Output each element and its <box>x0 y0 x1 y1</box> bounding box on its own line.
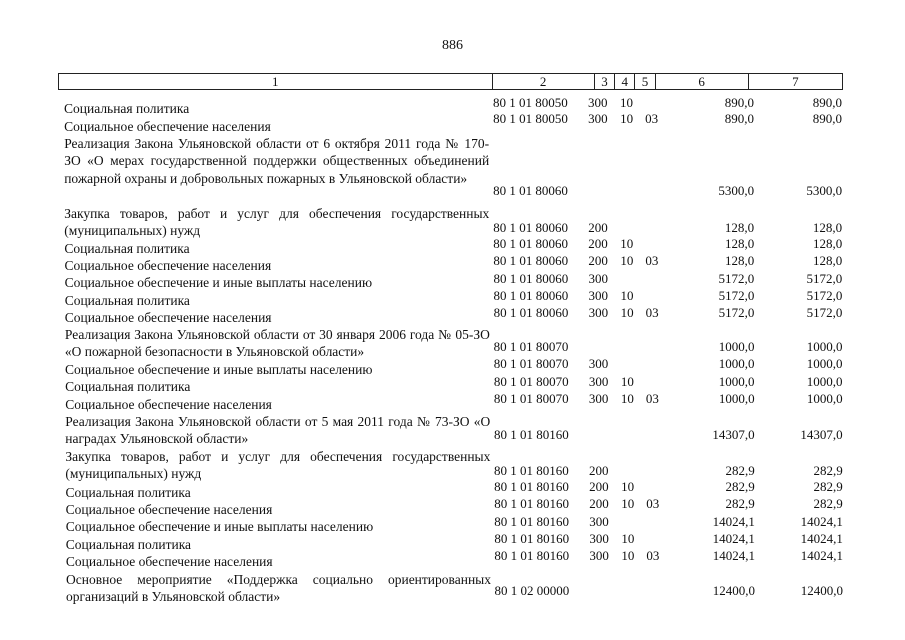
section-code: 10 <box>620 391 634 406</box>
target-article-code: 80 1 01 80160 <box>493 427 569 442</box>
section-code: 10 <box>620 288 634 303</box>
row-description: Социальная политика <box>65 537 192 552</box>
value-col-7: 282,9 <box>813 496 843 511</box>
target-article-code: 80 1 01 80160 <box>494 479 569 494</box>
value-col-6: 890,0 <box>724 111 755 126</box>
col-5-header: 5 <box>635 74 655 90</box>
section-code: 10 <box>621 479 635 494</box>
section-code: 10 <box>620 236 634 251</box>
col-6-header: 6 <box>655 74 748 90</box>
section-code: 10 <box>620 305 634 320</box>
row-description: Социальная политика <box>64 241 190 256</box>
subsection-code: 03 <box>645 253 659 268</box>
row-description: Социальное обеспечение и иные выплаты населению <box>65 519 374 534</box>
row-description: Реализация Закона Ульяновской области от 6 октября 2011 года № 170-ЗО «О мерах государственной поддержки общественных объединений пожарной охраны и добровольных пожарных в Ульяновской области» <box>64 136 490 186</box>
value-col-6: 14024,1 <box>712 531 755 546</box>
row-description: Закупка товаров, работ и услуг для обеспечения государственных (муниципальных) нужд <box>65 449 491 482</box>
value-col-6: 5172,0 <box>718 288 755 303</box>
expense-type-code: 300 <box>588 356 609 371</box>
subsection-code: 03 <box>645 391 659 406</box>
value-col-7: 282,9 <box>813 463 843 478</box>
section-code: 10 <box>620 253 634 268</box>
value-col-6: 5172,0 <box>718 305 755 320</box>
row-description: Социальное обеспечение населения <box>64 258 272 273</box>
value-col-7: 282,9 <box>813 479 843 494</box>
value-col-7: 1000,0 <box>806 339 843 354</box>
value-col-6: 282,9 <box>725 479 755 494</box>
value-col-7: 5172,0 <box>806 288 843 303</box>
expense-type-code: 300 <box>588 95 608 110</box>
row-description: Социальная политика <box>64 101 190 116</box>
target-article-code: 80 1 01 80160 <box>494 463 569 478</box>
subsection-code: 03 <box>645 111 659 126</box>
section-code: 10 <box>621 531 635 546</box>
expense-type-code: 300 <box>589 514 609 529</box>
value-col-6: 128,0 <box>725 253 755 268</box>
target-article-code: 80 1 02 00000 <box>494 583 570 598</box>
row-description: Социальная политика <box>65 379 191 394</box>
section-code: 10 <box>620 95 633 110</box>
expense-type-code: 300 <box>589 531 609 546</box>
value-col-7: 890,0 <box>812 111 843 126</box>
expense-type-code: 300 <box>588 288 609 303</box>
target-article-code: 80 1 01 80060 <box>493 271 569 286</box>
expense-type-code: 300 <box>588 374 609 389</box>
section-code: 10 <box>621 496 635 511</box>
value-col-7: 128,0 <box>812 220 843 235</box>
subsection-code: 03 <box>646 548 660 563</box>
target-article-code: 80 1 01 80060 <box>493 183 568 198</box>
row-description: Основное мероприятие «Поддержка социально ориентированных организаций в Ульяновской области» <box>66 572 491 605</box>
target-article-code: 80 1 01 80050 <box>493 111 568 126</box>
row-description: Социальное обеспечение населения <box>64 119 271 134</box>
subsection-code: 03 <box>645 305 659 320</box>
value-col-6: 128,0 <box>724 220 755 235</box>
row-description: Социальное обеспечение населения <box>64 310 272 325</box>
subsection-code: 03 <box>646 496 660 511</box>
value-col-6: 14024,1 <box>712 548 755 563</box>
expense-type-code: 300 <box>588 305 609 320</box>
target-article-code: 80 1 01 80070 <box>493 339 569 354</box>
row-description: Реализация Закона Ульяновской области от 5 мая 2011 года № 73-ЗО «О наградах Ульяновской области» <box>65 414 491 447</box>
col-4-header: 4 <box>615 74 635 90</box>
value-col-7: 1000,0 <box>806 391 843 406</box>
row-description: Социальное обеспечение населения <box>65 502 273 517</box>
value-col-6: 1000,0 <box>718 374 755 389</box>
target-article-code: 80 1 01 80050 <box>493 95 568 110</box>
target-article-code: 80 1 01 80070 <box>493 391 569 406</box>
row-description: Социальное обеспечение населения <box>65 554 273 569</box>
value-col-7: 14024,1 <box>800 531 843 546</box>
col-7-header: 7 <box>748 74 842 90</box>
value-col-6: 890,0 <box>724 95 754 110</box>
expense-type-code: 300 <box>588 391 609 406</box>
target-article-code: 80 1 01 80060 <box>493 288 569 303</box>
target-article-code: 80 1 01 80160 <box>494 531 570 546</box>
target-article-code: 80 1 01 80060 <box>493 220 568 235</box>
value-col-6: 12400,0 <box>712 583 755 598</box>
section-code: 10 <box>620 111 634 126</box>
value-col-7: 1000,0 <box>806 356 843 371</box>
value-col-7: 890,0 <box>812 95 842 110</box>
value-col-7: 5172,0 <box>806 271 843 286</box>
value-col-6: 1000,0 <box>718 339 755 354</box>
target-article-code: 80 1 01 80160 <box>494 514 570 529</box>
row-description: Социальное обеспечение и иные выплаты населению <box>64 275 373 290</box>
row-description: Закупка товаров, работ и услуг для обеспечения государственных (муниципальных) нужд <box>64 206 490 239</box>
value-col-6: 282,9 <box>725 496 755 511</box>
row-description: Социальная политика <box>64 293 190 308</box>
expense-type-code: 200 <box>588 253 608 268</box>
row-description: Социальное обеспечение населения <box>65 397 272 412</box>
page-number: 886 <box>442 38 463 53</box>
col-2-header: 2 <box>492 74 594 90</box>
col-1-header: 1 <box>59 74 493 90</box>
target-article-code: 80 1 01 80070 <box>493 374 569 389</box>
expense-type-code: 300 <box>588 111 608 126</box>
target-article-code: 80 1 01 80160 <box>494 496 569 511</box>
target-article-code: 80 1 01 80060 <box>493 253 569 268</box>
expense-type-code: 200 <box>588 220 608 235</box>
value-col-6: 5172,0 <box>718 271 755 286</box>
value-col-7: 5300,0 <box>806 183 843 198</box>
row-description: Социальная политика <box>65 485 191 500</box>
expense-type-code: 200 <box>589 463 609 478</box>
expense-type-code: 200 <box>589 496 609 511</box>
value-col-7: 12400,0 <box>800 583 843 598</box>
col-3-header: 3 <box>594 74 614 90</box>
expense-type-code: 200 <box>589 479 609 494</box>
section-code: 10 <box>621 548 635 563</box>
value-col-6: 14307,0 <box>712 427 755 442</box>
value-col-6: 1000,0 <box>718 391 755 406</box>
target-article-code: 80 1 01 80060 <box>493 236 569 251</box>
section-code: 10 <box>620 374 634 389</box>
expense-type-code: 200 <box>588 236 608 251</box>
value-col-7: 14307,0 <box>800 427 843 442</box>
expense-type-code: 300 <box>589 548 609 563</box>
value-col-7: 128,0 <box>813 253 843 268</box>
value-col-6: 14024,1 <box>712 514 755 529</box>
value-col-7: 1000,0 <box>806 374 843 389</box>
value-col-7: 128,0 <box>812 236 843 251</box>
expense-type-code: 300 <box>588 271 608 286</box>
target-article-code: 80 1 01 80160 <box>494 548 570 563</box>
target-article-code: 80 1 01 80060 <box>493 305 569 320</box>
value-col-7: 14024,1 <box>800 514 843 529</box>
value-col-6: 5300,0 <box>718 183 755 198</box>
value-col-7: 14024,1 <box>800 548 843 563</box>
value-col-6: 128,0 <box>724 236 755 251</box>
row-description: Социальное обеспечение и иные выплаты населению <box>65 362 373 377</box>
value-col-6: 1000,0 <box>718 356 755 371</box>
target-article-code: 80 1 01 80070 <box>493 356 569 371</box>
row-description: Реализация Закона Ульяновской области от 30 января 2006 года № 05-ЗО «О пожарной безопасности в Ульяновской области» <box>64 327 490 360</box>
value-col-7: 5172,0 <box>806 305 843 320</box>
value-col-6: 282,9 <box>725 463 755 478</box>
